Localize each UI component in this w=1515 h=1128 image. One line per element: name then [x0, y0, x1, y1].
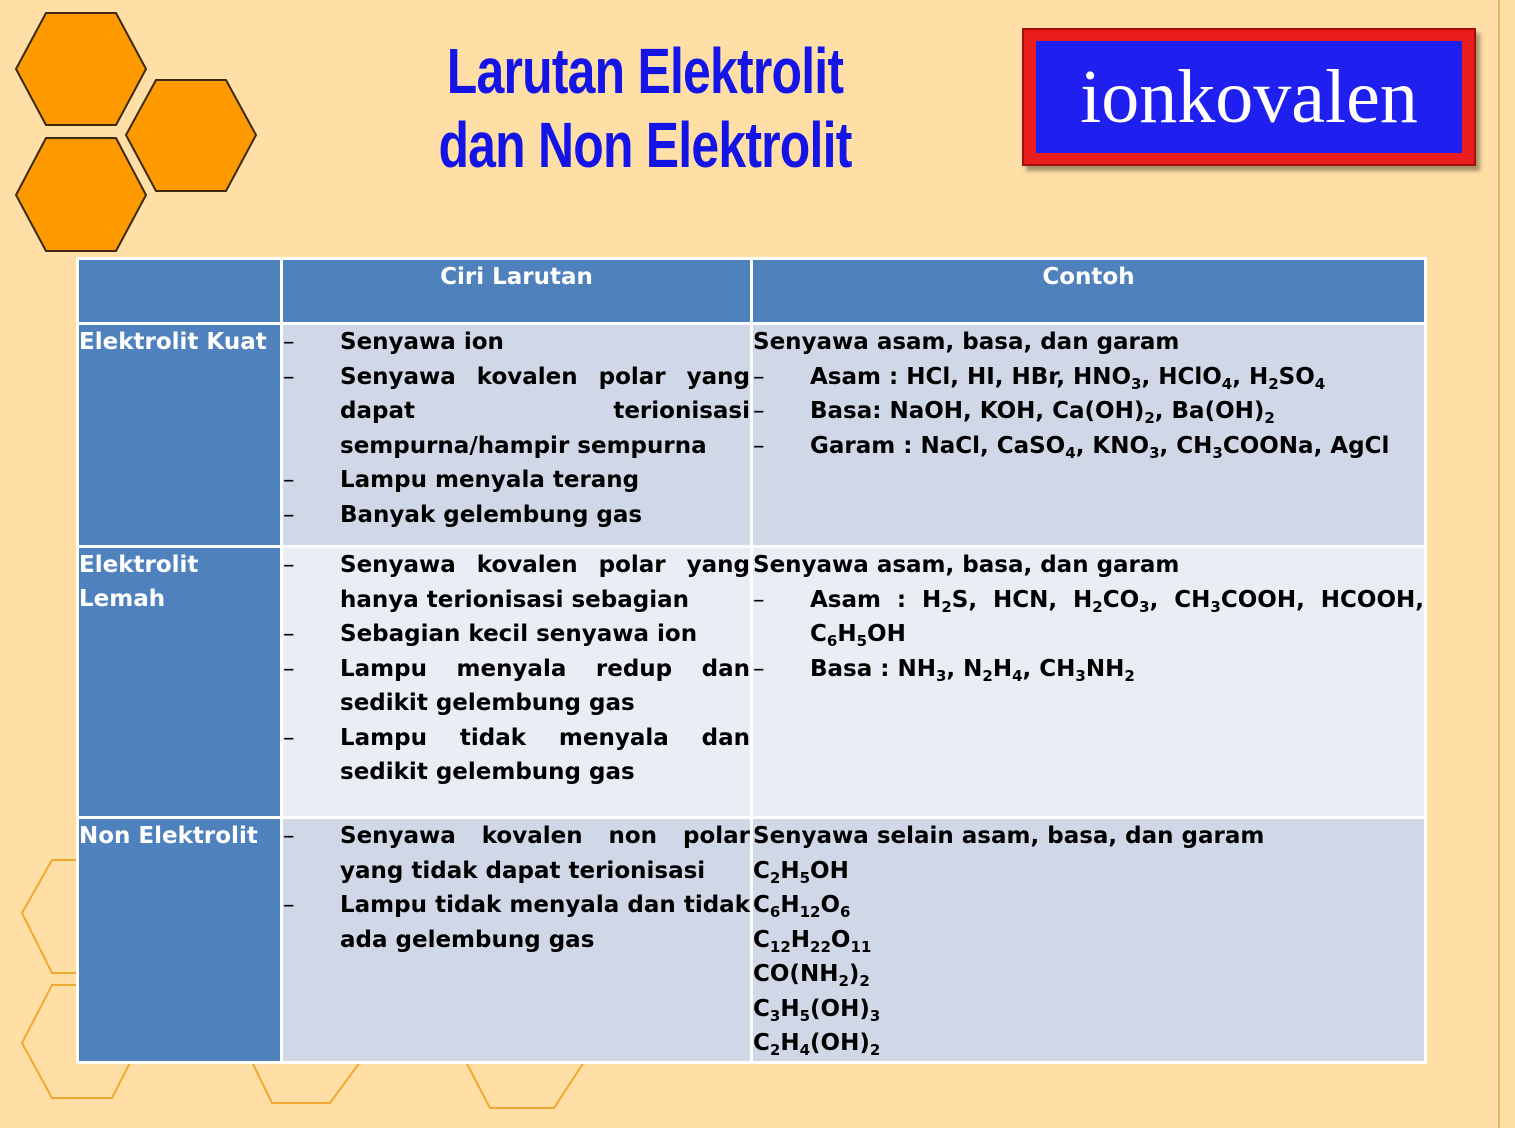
list-item: – Lampu tidak menyala dan sedikit gelembung gas	[283, 724, 750, 785]
ionkovalen-badge	[1022, 28, 1476, 166]
ciri-cell	[282, 818, 752, 1063]
title-line-2: dan Non Elektrolit	[438, 109, 852, 181]
contoh-intro: Senyawa asam, basa, dan garam	[753, 329, 1180, 355]
contoh-intro: Senyawa asam, basa, dan garam	[753, 552, 1180, 578]
electrolyte-table	[76, 257, 1427, 1064]
ciri-cell	[282, 547, 752, 818]
list-item: – Lampu menyala terang	[283, 467, 640, 493]
contoh-cell	[752, 324, 1426, 547]
hexagon-icon	[16, 13, 146, 125]
list-item: – Asam : $H_2S$, HCN, $H_2CO_3$, $CH_3COOH$, HCOOH, $C_6H_5OH$	[753, 586, 1424, 650]
list-item: – Garam : NaCl, CaSO$_4$, $KNO_3$, $CH_3COONa$, AgCl	[753, 432, 1390, 462]
hexagon-icon	[16, 138, 146, 251]
contoh-cell	[752, 818, 1426, 1063]
formula: $C_3H_5(OH)_3$	[753, 995, 881, 1025]
hexagon-outline-icon	[466, 1062, 584, 1108]
table-row	[78, 547, 1426, 818]
table-row	[78, 818, 1426, 1063]
page-title	[438, 34, 851, 182]
formula: $C_{12}H_{22}O_{11}$	[753, 926, 872, 956]
list-item: – Lampu tidak menyala dan tidak ada gelembung gas	[283, 892, 750, 953]
table-row	[78, 324, 1426, 547]
formula: $C_2H_5OH$	[753, 857, 849, 887]
header-empty	[78, 259, 282, 324]
list-item: – Senyawa kovalen polar yang hanya terionisasi sebagian	[283, 552, 750, 613]
row-label-non-elektrolit: Non Elektrolit	[78, 818, 282, 1063]
hexagon-outline-icon	[252, 1062, 360, 1103]
header-contoh: Contoh	[752, 259, 1426, 324]
list-item: – Sebagian kecil senyawa ion	[283, 621, 698, 647]
slide-edge-line	[1498, 0, 1500, 1128]
list-item: – Banyak gelembung gas	[283, 501, 643, 528]
contoh-intro: Senyawa selain asam, basa, dan garam	[753, 823, 1265, 849]
list-item: – Basa: NaOH, KOH, $Ca(OH)_2$, $Ba(OH)_2$	[753, 398, 1275, 427]
list-item: – Senyawa ion	[283, 329, 504, 355]
list-item: – Basa : $NH_3$, $N_2H_4$, $CH_3NH_2$	[753, 655, 1135, 685]
title-line-1: Larutan Elektrolit	[446, 35, 844, 107]
hexagon-icon	[126, 80, 256, 191]
badge-text: ionkovalen	[1036, 41, 1462, 153]
list-item: – Senyawa kovalen non polar yang tidak dapat terionisasi	[283, 823, 750, 884]
formula: $C_6H_{12}O_6$	[753, 892, 851, 921]
header-ciri-larutan: Ciri Larutan	[282, 259, 752, 324]
contoh-cell	[752, 547, 1426, 818]
formula: $C_2H_4(OH)_2$	[753, 1030, 881, 1059]
formula: $CO(NH_2)_2$	[753, 961, 870, 990]
list-item: – Lampu menyala redup dan sedikit gelembung gas	[283, 655, 750, 716]
list-item: – Asam : HCl, HI, HBr, $HNO_3$, HClO$_4$, $H_2SO_4$	[753, 363, 1326, 393]
row-label-elektrolit-lemah: Elektrolit Lemah	[78, 547, 282, 818]
row-label-elektrolit-kuat: Elektrolit Kuat	[78, 324, 282, 547]
list-item: – Senyawa kovalen polar yang dapat terionisasi sempurna/hampir sempurna	[283, 363, 750, 459]
table-header-row	[78, 259, 1426, 324]
ciri-cell	[282, 324, 752, 547]
